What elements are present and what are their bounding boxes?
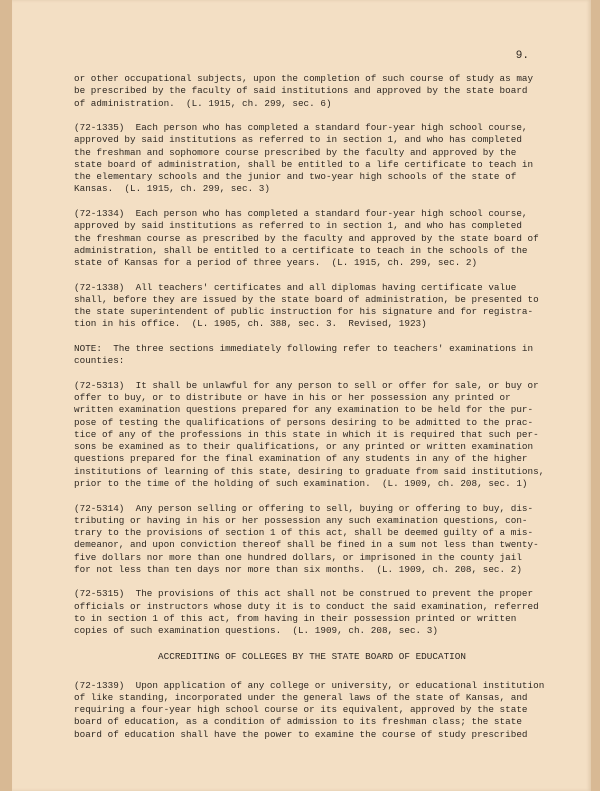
paragraph-72-5315: (72-5315) The provisions of this act shall not be construed to prevent the proper officials or instructors whose duty it is to conduct the said examination, referred to in section 1 of this act, from having in their possession printed or written copies of such examination questions. (L. 1909, ch. 208, sec. 3): [74, 588, 539, 637]
paragraph-72-1339: (72-1339) Upon application of any college or university, or educational institution of like standing, incorporated under the general laws of the state of Kansas, and requiring a four-year high school course or its equivalent, approved by the state board of education, as a condition of admission to its freshman class; the state board of education shall have the power to examine the course of study prescribed: [74, 679, 545, 740]
note-paragraph: NOTE: The three sections immediately following refer to teachers' examinations in counties:: [74, 343, 534, 367]
page-number: 9.: [515, 50, 529, 62]
paragraph-72-5314: (72-5314) Any person selling or offering to sell, buying or offering to buy, dis- tributing or having in his or her possession any such examination questions, con- trary to the provisions of section 1 of this act, shall be deemed guilty of a mis- demeanor, and upon conviction thereof shall be fined in a sum not less than twenty- five dollars nor more than one hundred dollars, or imprisoned in the county jail for not less than ten days nor more than six months. (L. 1909, ch. 208, sec. 2): [74, 502, 539, 575]
body-text: [74, 73, 550, 753]
paragraph-72-1338: (72-1338) All teachers' certificates and all diplomas having certificate value shall, before they are issued by the state board of administration, be presented to the state superintendent of public instruction for his signature and for registra- tion in his office. (L. 1905, ch. 388, sec. 3. Revised, 1923): [74, 281, 539, 330]
paragraph-continuation: or other occupational subjects, upon the completion of such course of study as may be prescribed by the faculty of said institutions and approved by the state board of administration. (L. 1915, ch. 299, sec. 6): [74, 73, 534, 109]
paragraph-72-5313: (72-5313) It shall be unlawful for any person to sell or offer for sale, or buy or offer to buy, or to distribute or have in his or her possession any printed or written examination questions prepared for any examination to be held for the pur- pose of testing the qualifications of persons desiring to be admitted to the prac- tice of any of the professions in this state in which it is required that such per- sons be examined as to their qualifications, or any printed or written examination questions prepared for the final examination of any students in any of the higher institutions of learning of this state, desiring to graduate from said institutions, prior to the time of the holding of such examination. (L. 1909, ch. 208, sec. 1): [74, 379, 545, 489]
document-page: [12, 0, 591, 791]
section-heading: ACCREDITING OF COLLEGES BY THE STATE BOARD OF EDUCATION: [158, 651, 466, 663]
paragraph-72-1334: (72-1334) Each person who has completed a standard four-year high school course, approved by said institutions as referred to in section 1, and who has completed the freshman course as prescribed by the faculty and approved by the state board of administration, shall be entitled to a certificate to teach in the schools of the state of Kansas for a period of three years. (L. 1915, ch. 299, sec. 2): [74, 208, 539, 269]
paragraph-72-1335: (72-1335) Each person who has completed a standard four-year high school course, approved by said institutions as referred to in section 1, and who has completed the freshman and sophomore course prescribed by the faculty and approved by the state board of administration, shall be entitled to a life certificate to teach in the elementary schools and the junior and two-year high schools of the state of Kansas. (L. 1915, ch. 299, sec. 3): [74, 122, 534, 195]
